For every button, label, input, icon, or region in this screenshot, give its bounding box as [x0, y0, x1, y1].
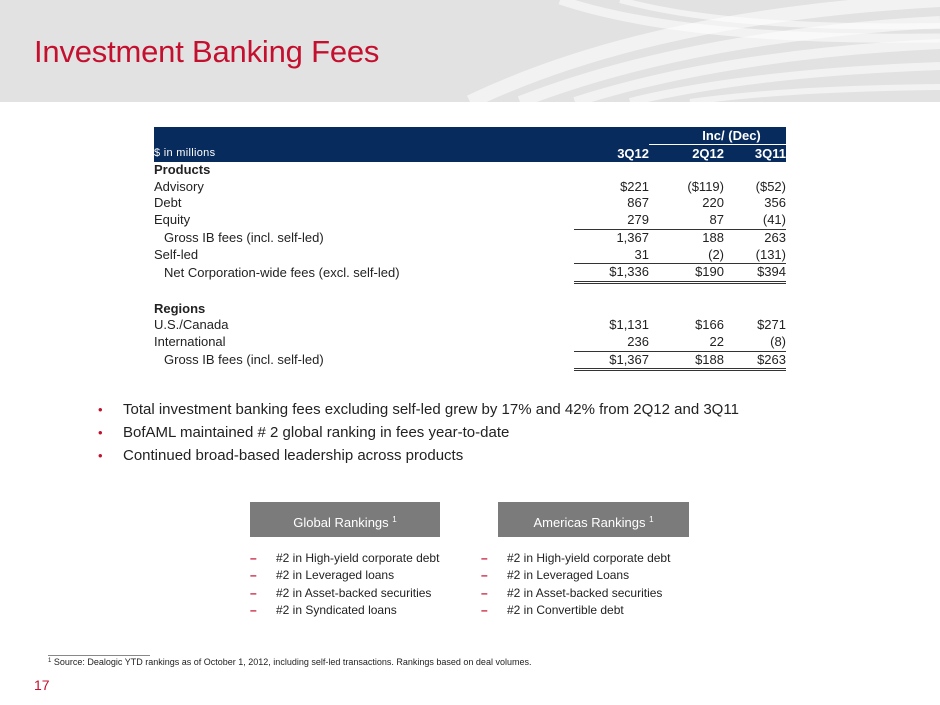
cell-2q12: (2) — [649, 247, 724, 264]
row-label: Equity — [154, 212, 191, 228]
cell-3q12: 867 — [627, 195, 649, 211]
units-label: $ in millions — [154, 145, 574, 163]
cell-3q11: $394 — [724, 264, 786, 283]
cell-3q11: 263 — [764, 229, 786, 245]
cell-2q12: $166 — [695, 317, 724, 333]
bullet-text: BofAML maintained # 2 global ranking in fees year-to-date — [123, 424, 510, 441]
cell-3q11: ($52) — [755, 178, 786, 194]
key-points-list — [98, 398, 739, 467]
list-item — [98, 421, 739, 444]
americas-rankings-title: Americas Rankings — [533, 515, 646, 530]
list-item — [250, 585, 439, 602]
footnote-mark: 1 — [392, 515, 397, 524]
page-number: 17 — [34, 677, 50, 693]
row-label: Advisory — [154, 178, 204, 194]
footnote-text: Source: Dealogic YTD rankings as of October 1, 2012, including self-led transactions. Rankings based on deal volumes. — [53, 657, 532, 667]
ranking-text: #2 in Leveraged Loans — [507, 568, 630, 583]
cell-3q12: 279 — [574, 212, 649, 229]
section-heading-row — [154, 162, 786, 179]
table-header-row — [154, 127, 786, 145]
dash-icon: – — [250, 551, 257, 565]
bullet-icon: • — [98, 402, 103, 417]
ranking-text: #2 in Leveraged loans — [276, 568, 395, 583]
bullet-text: Total investment banking fees excluding self-led grew by 17% and 42% from 2Q12 and 3Q11 — [123, 401, 739, 418]
spacer-cell — [154, 282, 786, 300]
ranking-text: #2 in Asset-backed securities — [276, 585, 432, 600]
cell-3q12: $1,336 — [574, 264, 649, 283]
cell-3q12: 1,367 — [616, 229, 649, 245]
footnote — [48, 657, 531, 667]
table-row — [154, 264, 786, 283]
ranking-text: #2 in High-yield corporate debt — [276, 551, 440, 565]
ranking-text: #2 in Syndicated loans — [276, 602, 397, 617]
cell-3q12: 31 — [574, 247, 649, 264]
ranking-text: #2 in Convertible debt — [507, 602, 624, 617]
cell-3q12: $1,367 — [574, 351, 649, 370]
row-label: U.S./Canada — [154, 317, 229, 333]
cell-3q12: $1,131 — [609, 317, 649, 333]
footnote-mark: 1 — [48, 658, 52, 664]
ranking-text: #2 in High-yield corporate debt — [507, 551, 671, 565]
americas-rankings-header — [498, 502, 689, 537]
cell-2q12: 87 — [649, 212, 724, 229]
table-row — [154, 229, 786, 246]
table-row — [154, 179, 786, 196]
list-item — [481, 550, 670, 567]
list-item — [98, 444, 739, 467]
cell-3q11: (8) — [724, 334, 786, 351]
footnote-divider — [48, 655, 150, 656]
row-label: Debt — [154, 195, 182, 211]
dash-icon: – — [250, 568, 257, 583]
list-item — [250, 550, 439, 567]
global-rankings-title: Global Rankings — [293, 515, 389, 530]
table-row — [154, 212, 786, 229]
list-item — [481, 585, 670, 602]
header-blank — [574, 127, 649, 145]
americas-rankings-list — [481, 550, 670, 619]
list-item — [98, 398, 739, 421]
list-item — [481, 567, 670, 584]
page-title: Investment Banking Fees — [34, 34, 380, 69]
cell-2q12: 22 — [649, 334, 724, 351]
cell-2q12: $188 — [649, 351, 724, 370]
table-row — [154, 334, 786, 351]
col-header-3q12: 3Q12 — [574, 145, 649, 163]
col-header-3q11: 3Q11 — [724, 145, 786, 163]
cell-3q11: (41) — [724, 212, 786, 229]
regions-heading: Regions — [154, 300, 206, 316]
dash-icon: – — [481, 602, 488, 617]
inc-dec-header: Inc/ (Dec) — [649, 127, 786, 145]
table-row — [154, 317, 786, 334]
header-blank — [154, 127, 574, 145]
bullet-text: Continued broad-based leadership across products — [123, 447, 464, 464]
footnote-mark: 1 — [649, 515, 654, 524]
ib-fees-table — [154, 127, 786, 371]
row-label: International — [154, 334, 226, 350]
row-label: Net Corporation-wide fees (excl. self-led) — [164, 264, 400, 280]
cell-3q12: 236 — [574, 334, 649, 351]
cell-2q12: 188 — [702, 229, 724, 245]
row-label: Gross IB fees (incl. self-led) — [164, 229, 324, 245]
cell-3q12: $221 — [620, 178, 649, 194]
list-item — [250, 567, 439, 584]
cell-2q12: $190 — [649, 264, 724, 283]
cell-2q12: 220 — [702, 195, 724, 211]
products-heading: Products — [154, 162, 211, 177]
dash-icon: – — [481, 551, 488, 565]
table-header-row — [154, 145, 786, 163]
bullet-icon: • — [98, 448, 103, 463]
cell-3q11: 356 — [764, 195, 786, 211]
global-rankings-header — [250, 502, 440, 537]
cell-3q11: $263 — [724, 351, 786, 370]
bullet-icon: • — [98, 425, 103, 440]
table-row — [154, 247, 786, 264]
table-row — [154, 195, 786, 212]
table-row — [154, 351, 786, 370]
dash-icon: – — [250, 602, 257, 617]
row-label: Gross IB fees (incl. self-led) — [164, 352, 324, 368]
dash-icon: – — [481, 585, 488, 600]
global-rankings-list — [250, 550, 439, 619]
cell-3q11: $271 — [757, 317, 786, 333]
row-label: Self-led — [154, 246, 199, 262]
col-header-2q12: 2Q12 — [649, 145, 724, 163]
list-item — [250, 602, 439, 619]
spacer-row — [154, 282, 786, 300]
dash-icon: – — [250, 585, 257, 600]
section-heading-row — [154, 301, 786, 318]
dash-icon: – — [481, 568, 488, 583]
cell-3q11: (131) — [724, 247, 786, 264]
list-item — [481, 602, 670, 619]
ranking-text: #2 in Asset-backed securities — [507, 585, 663, 600]
cell-2q12: ($119) — [687, 178, 724, 194]
